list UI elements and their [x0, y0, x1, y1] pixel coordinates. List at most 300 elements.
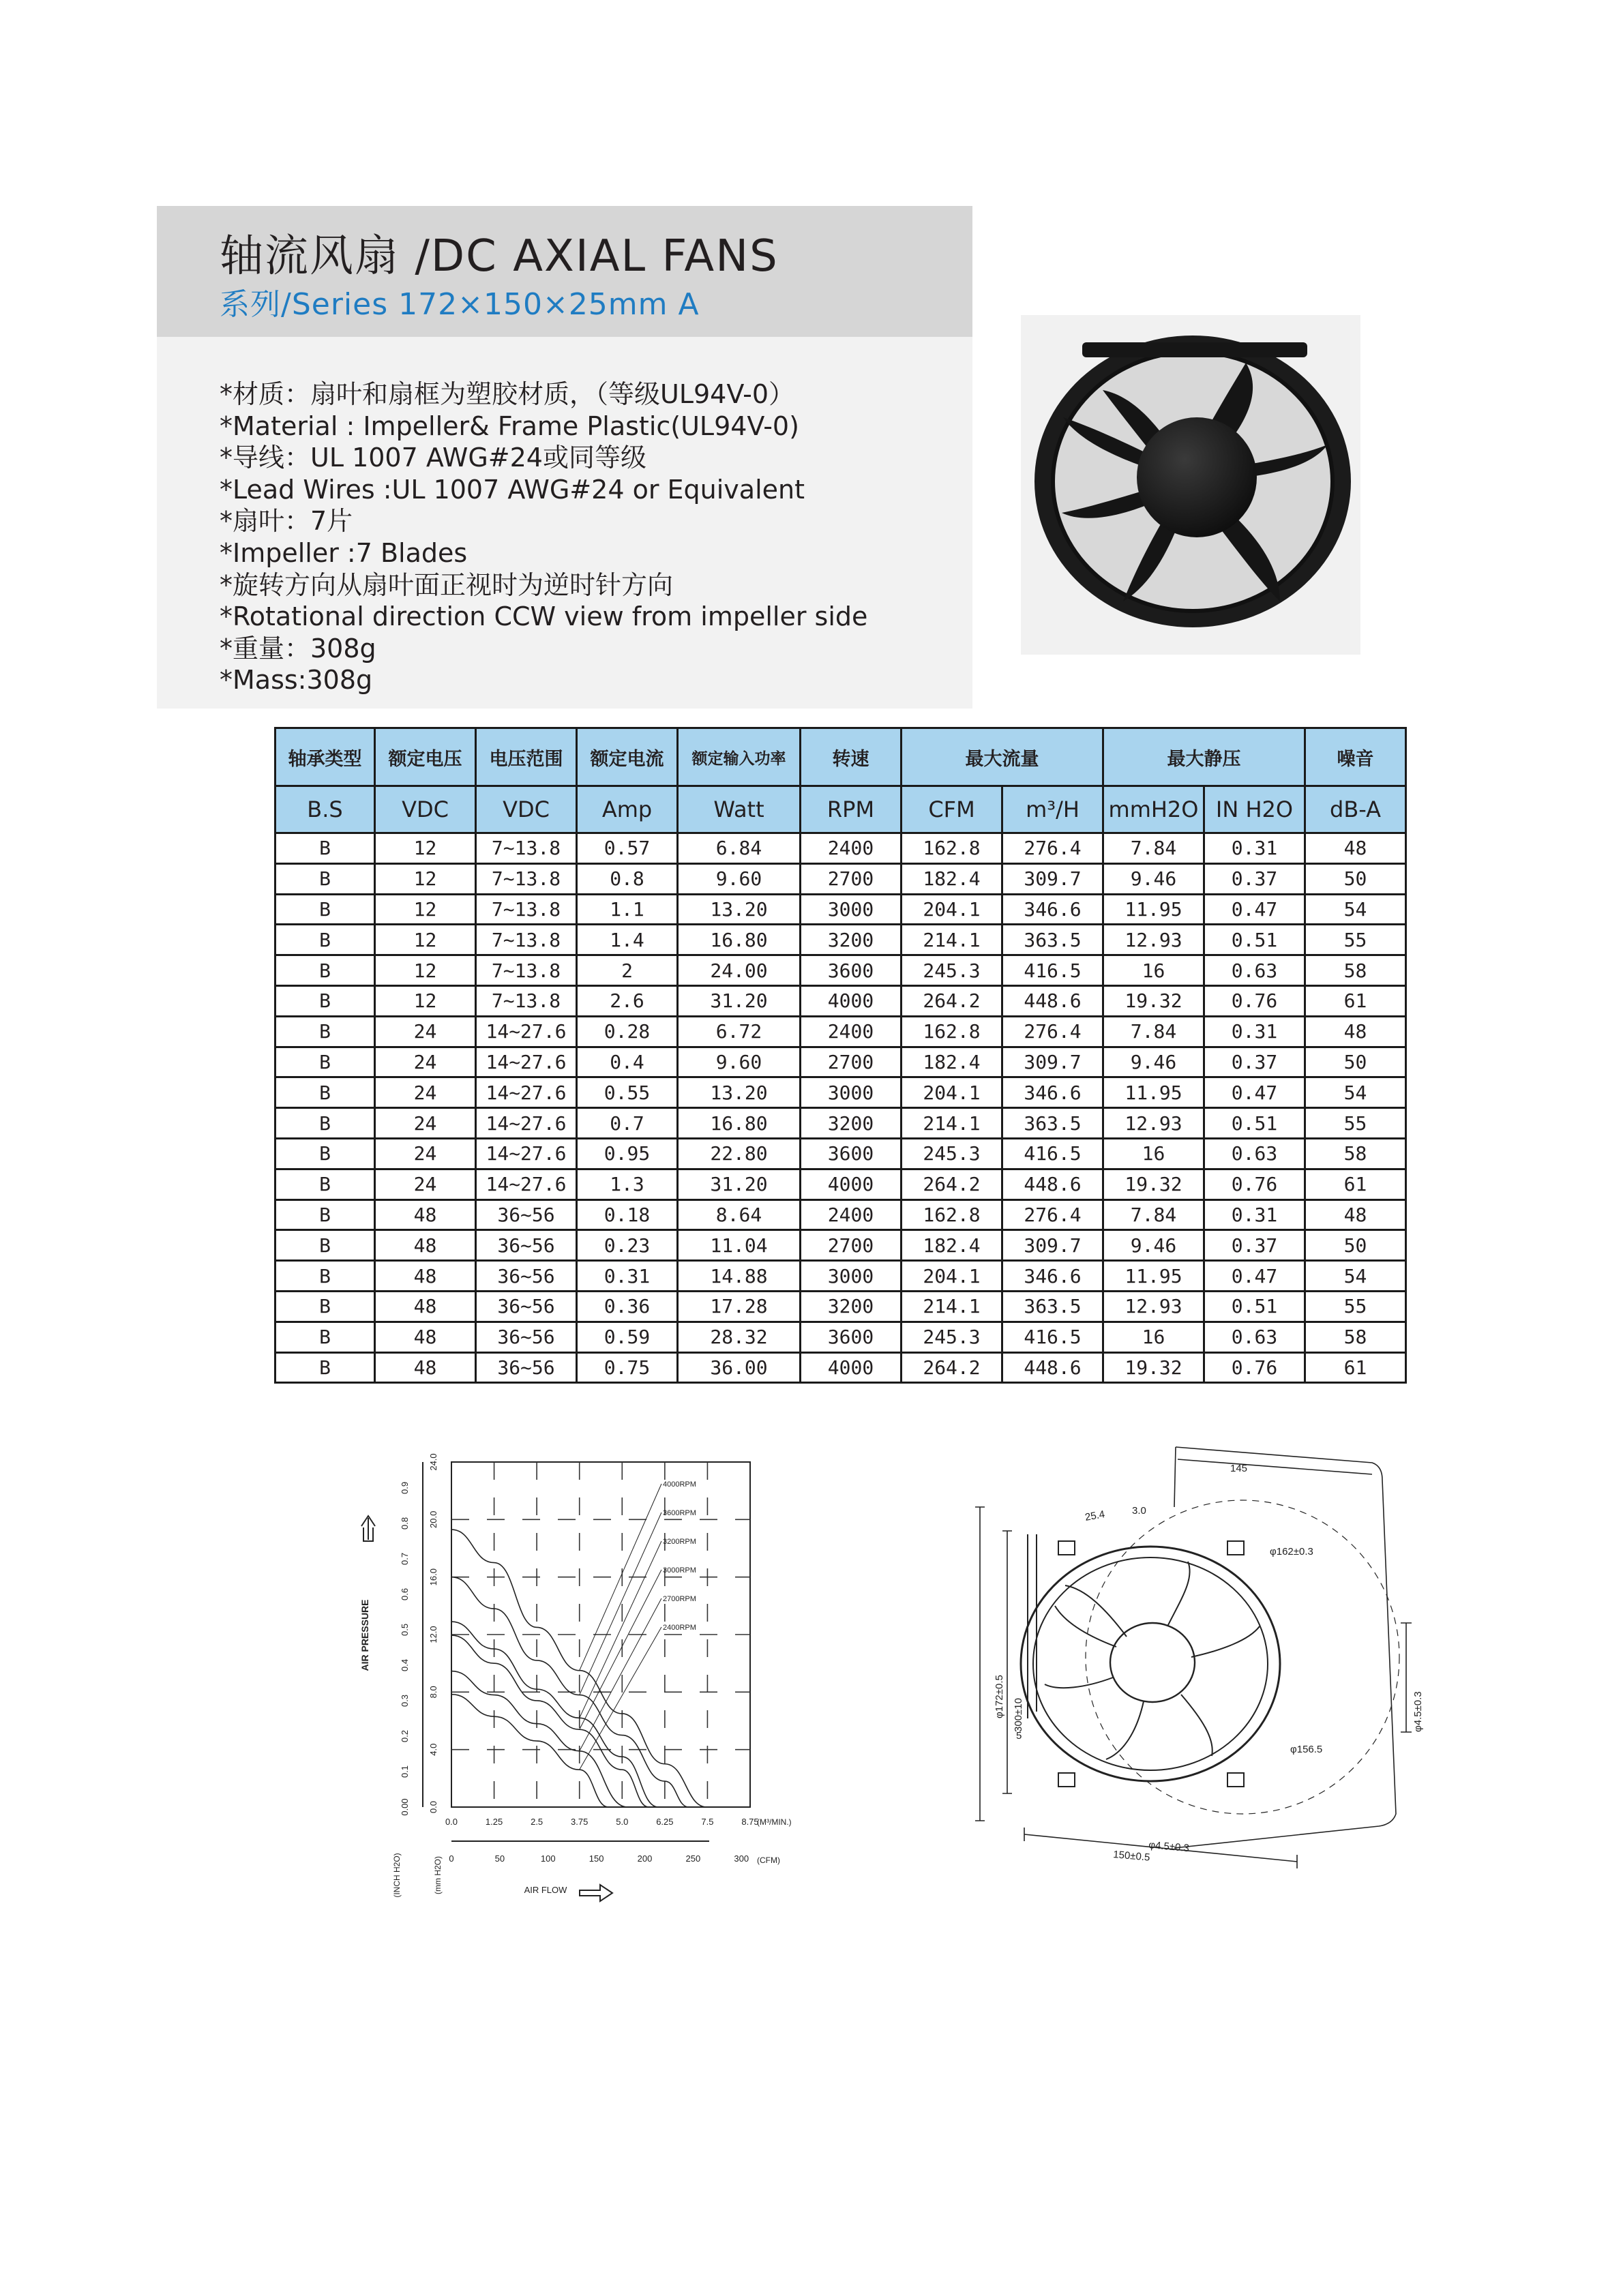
dim-line-height [975, 1507, 985, 1821]
unit-header: RPM [801, 786, 902, 833]
x-tick-label-cfm: 300 [734, 1853, 749, 1864]
table-cell: 12 [375, 894, 476, 925]
table-cell: 50 [1305, 863, 1406, 894]
table-cell: 24 [375, 1108, 476, 1139]
table-cell: 48 [375, 1230, 476, 1261]
table-cell: B [276, 1352, 375, 1383]
table-cell: 182.4 [902, 1230, 1002, 1261]
table-cell: 12 [375, 985, 476, 1016]
series-label: 2400RPM [663, 1624, 696, 1632]
table-cell: 448.6 [1002, 1169, 1103, 1199]
table-header-row-cn [276, 728, 1406, 786]
table-cell: 13.20 [678, 1077, 801, 1108]
table-cell: 7~13.8 [476, 863, 577, 894]
table-cell: 19.32 [1103, 985, 1204, 1016]
table-cell: 16 [1103, 1322, 1204, 1352]
table-cell: 276.4 [1002, 1016, 1103, 1047]
y-tick-label-inch: 0.2 [400, 1729, 410, 1743]
table-cell: 0.63 [1204, 1322, 1305, 1352]
table-cell: 264.2 [902, 1169, 1002, 1199]
x-tick-label-cfm: 200 [637, 1853, 653, 1864]
table-cell: 12.93 [1103, 1291, 1204, 1322]
table-cell: 2700 [801, 863, 902, 894]
table-cell: 8.64 [678, 1199, 801, 1230]
table-cell: 9.46 [1103, 863, 1204, 894]
table-row [276, 1169, 1406, 1199]
table-cell: 363.5 [1002, 925, 1103, 955]
table-cell: 31.20 [678, 1169, 801, 1199]
table-cell: 16.80 [678, 1108, 801, 1139]
table-cell: 19.32 [1103, 1169, 1204, 1199]
spec-item: *Material : Impeller& Frame Plastic(UL94V-0) [220, 411, 799, 441]
dim-line-depth [1178, 1459, 1372, 1474]
table-row [276, 1108, 1406, 1139]
table-cell: 48 [375, 1322, 476, 1352]
y-tick-label-mm: 8.0 [428, 1686, 438, 1699]
dim-label: 145 [1230, 1463, 1248, 1474]
y-tick-label-inch: 0.6 [400, 1587, 410, 1601]
table-row [276, 1016, 1406, 1047]
table-cell: 0.63 [1204, 955, 1305, 986]
pq-chart-svg [341, 1431, 818, 1908]
table-cell: 0.18 [577, 1199, 678, 1230]
dim-label: φ4.5±0.3 [1148, 1839, 1190, 1855]
fan-frame-outer [1021, 1547, 1280, 1781]
table-cell: 6.72 [678, 1016, 801, 1047]
table-cell: 7~13.8 [476, 894, 577, 925]
dimension-drawing-svg [970, 1432, 1433, 1909]
dimension-drawing [970, 1432, 1433, 1909]
side-profile-outline [1174, 1447, 1396, 1848]
table-cell: 0.37 [1204, 863, 1305, 894]
table-cell: 3200 [801, 925, 902, 955]
y-tick-label-inch: 0.4 [400, 1658, 410, 1672]
table-cell: 2 [577, 955, 678, 986]
spec-item: *导线：UL 1007 AWG#24或同等级 [220, 443, 646, 473]
table-cell: 2700 [801, 1047, 902, 1077]
table-cell: 1.4 [577, 925, 678, 955]
table-row [276, 1077, 1406, 1108]
table-cell: 9.46 [1103, 1047, 1204, 1077]
table-cell: 16.80 [678, 925, 801, 955]
right-arrow-icon [580, 1885, 612, 1901]
table-cell: 0.76 [1204, 1169, 1305, 1199]
x-tick-label-cfm: 50 [494, 1853, 505, 1864]
table-cell: 346.6 [1002, 894, 1103, 925]
table-cell: B [276, 1108, 375, 1139]
table-cell: B [276, 925, 375, 955]
side-profile-edge [1174, 1447, 1176, 1507]
table-cell: 0.51 [1204, 1291, 1305, 1322]
table-cell: 11.95 [1103, 1077, 1204, 1108]
spec-item: *旋转方向从扇叶面正视时为逆时针方向 [220, 569, 674, 600]
y-tick-label-mm: 24.0 [428, 1453, 438, 1471]
table-cell: 214.1 [902, 1108, 1002, 1139]
table-cell: 7~13.8 [476, 955, 577, 986]
table-cell: 2400 [801, 1199, 902, 1230]
table-cell: 182.4 [902, 863, 1002, 894]
fan-frame-inner [1033, 1557, 1268, 1770]
table-cell: 16 [1103, 955, 1204, 986]
table-cell: 309.7 [1002, 1230, 1103, 1261]
table-cell: B [276, 1261, 375, 1292]
table-cell: 14~27.6 [476, 1016, 577, 1047]
table-cell: 36~56 [476, 1291, 577, 1322]
spec-table [274, 727, 1407, 1384]
series-line [451, 1695, 608, 1807]
spec-item: *扇叶：7片 [220, 506, 353, 537]
table-cell: 14~27.6 [476, 1077, 577, 1108]
y-tick-label-inch: 0.8 [400, 1517, 410, 1530]
table-cell: 4000 [801, 1352, 902, 1383]
table-cell: 309.7 [1002, 863, 1103, 894]
table-cell: 245.3 [902, 1322, 1002, 1352]
table-cell: 11.95 [1103, 1261, 1204, 1292]
y-tick-label-mm: 12.0 [428, 1626, 438, 1643]
dim-label: 5 [1016, 1730, 1022, 1742]
table-cell: 3000 [801, 894, 902, 925]
y-tick-label-mm: 0.0 [428, 1800, 438, 1814]
table-cell: 22.80 [678, 1138, 801, 1169]
mount-tab [1227, 1773, 1244, 1787]
dim-label: 150±0.5 [1112, 1849, 1151, 1864]
table-cell: 3000 [801, 1261, 902, 1292]
x-tick-label-m3: 0.0 [445, 1817, 458, 1827]
table-cell: 24 [375, 1077, 476, 1108]
table-cell: 0.47 [1204, 894, 1305, 925]
table-cell: 4000 [801, 1169, 902, 1199]
table-row [276, 1291, 1406, 1322]
table-cell: 11.95 [1103, 894, 1204, 925]
spec-item: *重量：308g [220, 633, 376, 664]
table-cell: 2400 [801, 1016, 902, 1047]
table-cell: 214.1 [902, 925, 1002, 955]
y-tick-label-inch: 0.5 [400, 1623, 410, 1637]
table-cell: 13.20 [678, 894, 801, 925]
table-cell: 55 [1305, 1291, 1406, 1322]
spec-item: *Rotational direction CCW view from impeller side [220, 601, 868, 632]
table-row [276, 1230, 1406, 1261]
table-cell: 416.5 [1002, 1138, 1103, 1169]
y-tick-label-inch: 0.3 [400, 1694, 410, 1708]
table-cell: 14~27.6 [476, 1047, 577, 1077]
x-tick-label-m3: 1.25 [485, 1817, 503, 1827]
table-cell: 9.60 [678, 863, 801, 894]
dim-label: φ162±0.3 [1270, 1546, 1313, 1557]
table-cell: 0.31 [577, 1261, 678, 1292]
table-cell: 48 [1305, 833, 1406, 864]
unit-header: IN H2O [1204, 786, 1305, 833]
table-cell: 36~56 [476, 1322, 577, 1352]
unit-header: mmH2O [1103, 786, 1204, 833]
series-leader [580, 1484, 661, 1671]
dim-label: 300±10 [1013, 1698, 1024, 1732]
table-cell: 24 [375, 1047, 476, 1077]
col-header: 最大静压 [1103, 728, 1305, 786]
unit-header: CFM [902, 786, 1002, 833]
col-header: 轴承类型 [276, 728, 375, 786]
table-cell: 0.55 [577, 1077, 678, 1108]
table-cell: 7~13.8 [476, 833, 577, 864]
x-tick-label-m3: 3.75 [571, 1817, 589, 1827]
page-title: 轴流风扇 /DC AXIAL FANS [220, 231, 779, 282]
table-cell: 3200 [801, 1291, 902, 1322]
table-row [276, 925, 1406, 955]
table-cell: 0.31 [1204, 833, 1305, 864]
table-cell: 0.51 [1204, 1108, 1305, 1139]
table-cell: B [276, 1077, 375, 1108]
table-body [276, 833, 1406, 1383]
table-cell: 162.8 [902, 1016, 1002, 1047]
unit-header: B.S [276, 786, 375, 833]
table-cell: 36~56 [476, 1199, 577, 1230]
unit-header: Amp [577, 786, 678, 833]
y-tick-label-inch: 0.9 [400, 1481, 410, 1494]
table-cell: 346.6 [1002, 1077, 1103, 1108]
series-leader [580, 1570, 661, 1729]
table-cell: 7.84 [1103, 1016, 1204, 1047]
table-cell: 0.59 [577, 1322, 678, 1352]
table-row [276, 1199, 1406, 1230]
table-cell: 3600 [801, 955, 902, 986]
col-header: 转速 [801, 728, 902, 786]
table-cell: B [276, 1291, 375, 1322]
table-cell: 0.95 [577, 1138, 678, 1169]
table-row [276, 894, 1406, 925]
y-tick-label-inch: 0.7 [400, 1552, 410, 1566]
dim-label: φ172±0.5 [994, 1675, 1005, 1718]
table-cell: 58 [1305, 955, 1406, 986]
table-cell: 448.6 [1002, 1352, 1103, 1383]
table-cell: 12 [375, 925, 476, 955]
table-cell: 9.46 [1103, 1230, 1204, 1261]
table-cell: 7~13.8 [476, 925, 577, 955]
lead-wire [1028, 1534, 1037, 1718]
y-tick-label-mm: 20.0 [428, 1510, 438, 1528]
table-row [276, 1261, 1406, 1292]
table-cell: 6.84 [678, 833, 801, 864]
table-cell: 0.37 [1204, 1047, 1305, 1077]
table-cell: 36~56 [476, 1352, 577, 1383]
x-tick-label-m3: 8.75 [741, 1817, 759, 1827]
table-cell: 3600 [801, 1138, 902, 1169]
table-cell: 50 [1305, 1047, 1406, 1077]
table-cell: 48 [1305, 1016, 1406, 1047]
table-cell: 276.4 [1002, 833, 1103, 864]
table-row [276, 1322, 1406, 1352]
x-tick-label-cfm: 250 [685, 1853, 701, 1864]
table-cell: 0.31 [1204, 1199, 1305, 1230]
table-cell: B [276, 1138, 375, 1169]
table-cell: 182.4 [902, 1047, 1002, 1077]
y-unit-mm: (mm H2O) [433, 1856, 443, 1894]
series-label: 4000RPM [663, 1480, 696, 1489]
table-cell: 162.8 [902, 1199, 1002, 1230]
series-label: 3600RPM [663, 1509, 696, 1517]
table-cell: 55 [1305, 925, 1406, 955]
table-cell: 1.3 [577, 1169, 678, 1199]
table-cell: B [276, 985, 375, 1016]
table-cell: 24 [375, 1169, 476, 1199]
table-row [276, 985, 1406, 1016]
table-cell: 14~27.6 [476, 1108, 577, 1139]
table-cell: 3600 [801, 1322, 902, 1352]
table-cell: 7~13.8 [476, 985, 577, 1016]
table-cell: B [276, 1169, 375, 1199]
spec-list [220, 378, 867, 696]
table-cell: 48 [375, 1199, 476, 1230]
fan-photo [1021, 315, 1360, 655]
table-cell: 11.04 [678, 1230, 801, 1261]
col-header: 最大流量 [902, 728, 1103, 786]
fan-blades [1045, 1562, 1260, 1759]
table-cell: 363.5 [1002, 1108, 1103, 1139]
table-cell: 0.8 [577, 863, 678, 894]
up-arrow-icon [361, 1516, 375, 1541]
series-leader [580, 1627, 661, 1770]
table-cell: 58 [1305, 1322, 1406, 1352]
table-cell: 54 [1305, 1261, 1406, 1292]
series-leader [580, 1541, 661, 1718]
col-header: 额定电流 [577, 728, 678, 786]
table-cell: 19.32 [1103, 1352, 1204, 1383]
y-tick-label-mm: 4.0 [428, 1743, 438, 1756]
table-cell: B [276, 1199, 375, 1230]
x-tick-label-m3: 2.5 [531, 1817, 544, 1827]
col-header: 噪音 [1305, 728, 1406, 786]
dim-label: 3.0 [1132, 1505, 1146, 1517]
table-cell: B [276, 1322, 375, 1352]
table-cell: 14~27.6 [476, 1169, 577, 1199]
table-cell: 264.2 [902, 985, 1002, 1016]
col-header: 额定电压 [375, 728, 476, 786]
mount-tab [1058, 1773, 1075, 1787]
table-cell: B [276, 1047, 375, 1077]
fan-hub [1110, 1623, 1195, 1702]
x-tick-label-m3: 5.0 [616, 1817, 629, 1827]
series-line [451, 1635, 649, 1807]
table-cell: 0.36 [577, 1291, 678, 1322]
series-subtitle: 系列/Series 172×150×25mm A [220, 287, 700, 322]
table-cell: 276.4 [1002, 1199, 1103, 1230]
col-header: 额定输入功率 [678, 728, 801, 786]
table-row [276, 1047, 1406, 1077]
table-cell: 2.6 [577, 985, 678, 1016]
table-cell: B [276, 833, 375, 864]
table-cell: 14~27.6 [476, 1138, 577, 1169]
table-cell: 309.7 [1002, 1047, 1103, 1077]
table-cell: 0.75 [577, 1352, 678, 1383]
x-tick-label-cfm: 0 [449, 1853, 454, 1864]
table-cell: 204.1 [902, 894, 1002, 925]
y-tick-label-inch: 0.1 [400, 1765, 410, 1778]
x-unit-cfm: (CFM) [757, 1855, 780, 1865]
table-cell: 0.51 [1204, 925, 1305, 955]
table-row [276, 863, 1406, 894]
y-tick-label-inch: 0.00 [400, 1798, 410, 1816]
pq-chart [341, 1431, 818, 1908]
table-cell: 264.2 [902, 1352, 1002, 1383]
table-cell: 0.76 [1204, 985, 1305, 1016]
table-cell: 24 [375, 1016, 476, 1047]
unit-header: VDC [375, 786, 476, 833]
table-cell: 7.84 [1103, 833, 1204, 864]
y-tick-label-mm: 16.0 [428, 1568, 438, 1586]
table-cell: 17.28 [678, 1291, 801, 1322]
table-cell: 55 [1305, 1108, 1406, 1139]
table-cell: 0.47 [1204, 1261, 1305, 1292]
table-cell: 3000 [801, 1077, 902, 1108]
table-cell: 0.47 [1204, 1077, 1305, 1108]
unit-header: dB-A [1305, 786, 1406, 833]
table-cell: 0.76 [1204, 1352, 1305, 1383]
table-cell: 0.57 [577, 833, 678, 864]
table-cell: 48 [375, 1261, 476, 1292]
series-label: 3200RPM [663, 1538, 696, 1546]
mount-tab [1058, 1541, 1075, 1555]
y-axis-title: AIR PRESSURE [359, 1599, 370, 1671]
table-cell: 12 [375, 863, 476, 894]
table-cell: 54 [1305, 894, 1406, 925]
table-cell: 4000 [801, 985, 902, 1016]
table-cell: 363.5 [1002, 1291, 1103, 1322]
table-cell: 214.1 [902, 1291, 1002, 1322]
x-tick-label-cfm: 150 [589, 1853, 604, 1864]
table-cell: 28.32 [678, 1322, 801, 1352]
dim-label: φ156.5 [1290, 1744, 1323, 1755]
table-cell: 9.60 [678, 1047, 801, 1077]
spec-item: *Lead Wires :UL 1007 AWG#24 or Equivalent [220, 474, 805, 505]
table-row [276, 1352, 1406, 1383]
table-cell: 2400 [801, 833, 902, 864]
table-cell: 24 [375, 1138, 476, 1169]
y-unit-inch: (INCH H2O) [392, 1853, 402, 1898]
table-cell: 346.6 [1002, 1261, 1103, 1292]
table-cell: 245.3 [902, 955, 1002, 986]
table-cell: 0.28 [577, 1016, 678, 1047]
dim-line-hole [1401, 1623, 1412, 1732]
col-header: 电压范围 [476, 728, 577, 786]
table-cell: 50 [1305, 1230, 1406, 1261]
spec-item: *Mass:308g [220, 665, 373, 696]
series-leader [580, 1512, 661, 1695]
table-cell: 31.20 [678, 985, 801, 1016]
table-cell: 416.5 [1002, 955, 1103, 986]
table-cell: 3200 [801, 1108, 902, 1139]
table-cell: 1.1 [577, 894, 678, 925]
table-row [276, 833, 1406, 864]
table-cell: 0.37 [1204, 1230, 1305, 1261]
table-cell: 12 [375, 955, 476, 986]
table-cell: 416.5 [1002, 1322, 1103, 1352]
table-cell: 7.84 [1103, 1199, 1204, 1230]
table-row [276, 1138, 1406, 1169]
table-cell: 36~56 [476, 1230, 577, 1261]
table-cell: 448.6 [1002, 985, 1103, 1016]
table-cell: B [276, 955, 375, 986]
table-cell: 245.3 [902, 1138, 1002, 1169]
spec-item: *Impeller :7 Blades [220, 537, 468, 568]
table-cell: 162.8 [902, 833, 1002, 864]
table-cell: 0.63 [1204, 1138, 1305, 1169]
table-cell: 61 [1305, 1169, 1406, 1199]
table-cell: 48 [375, 1291, 476, 1322]
table-row [276, 955, 1406, 986]
table-cell: 48 [375, 1352, 476, 1383]
unit-header: m³/H [1002, 786, 1103, 833]
table-header-row-units [276, 786, 1406, 833]
series-label: 2700RPM [663, 1595, 696, 1603]
